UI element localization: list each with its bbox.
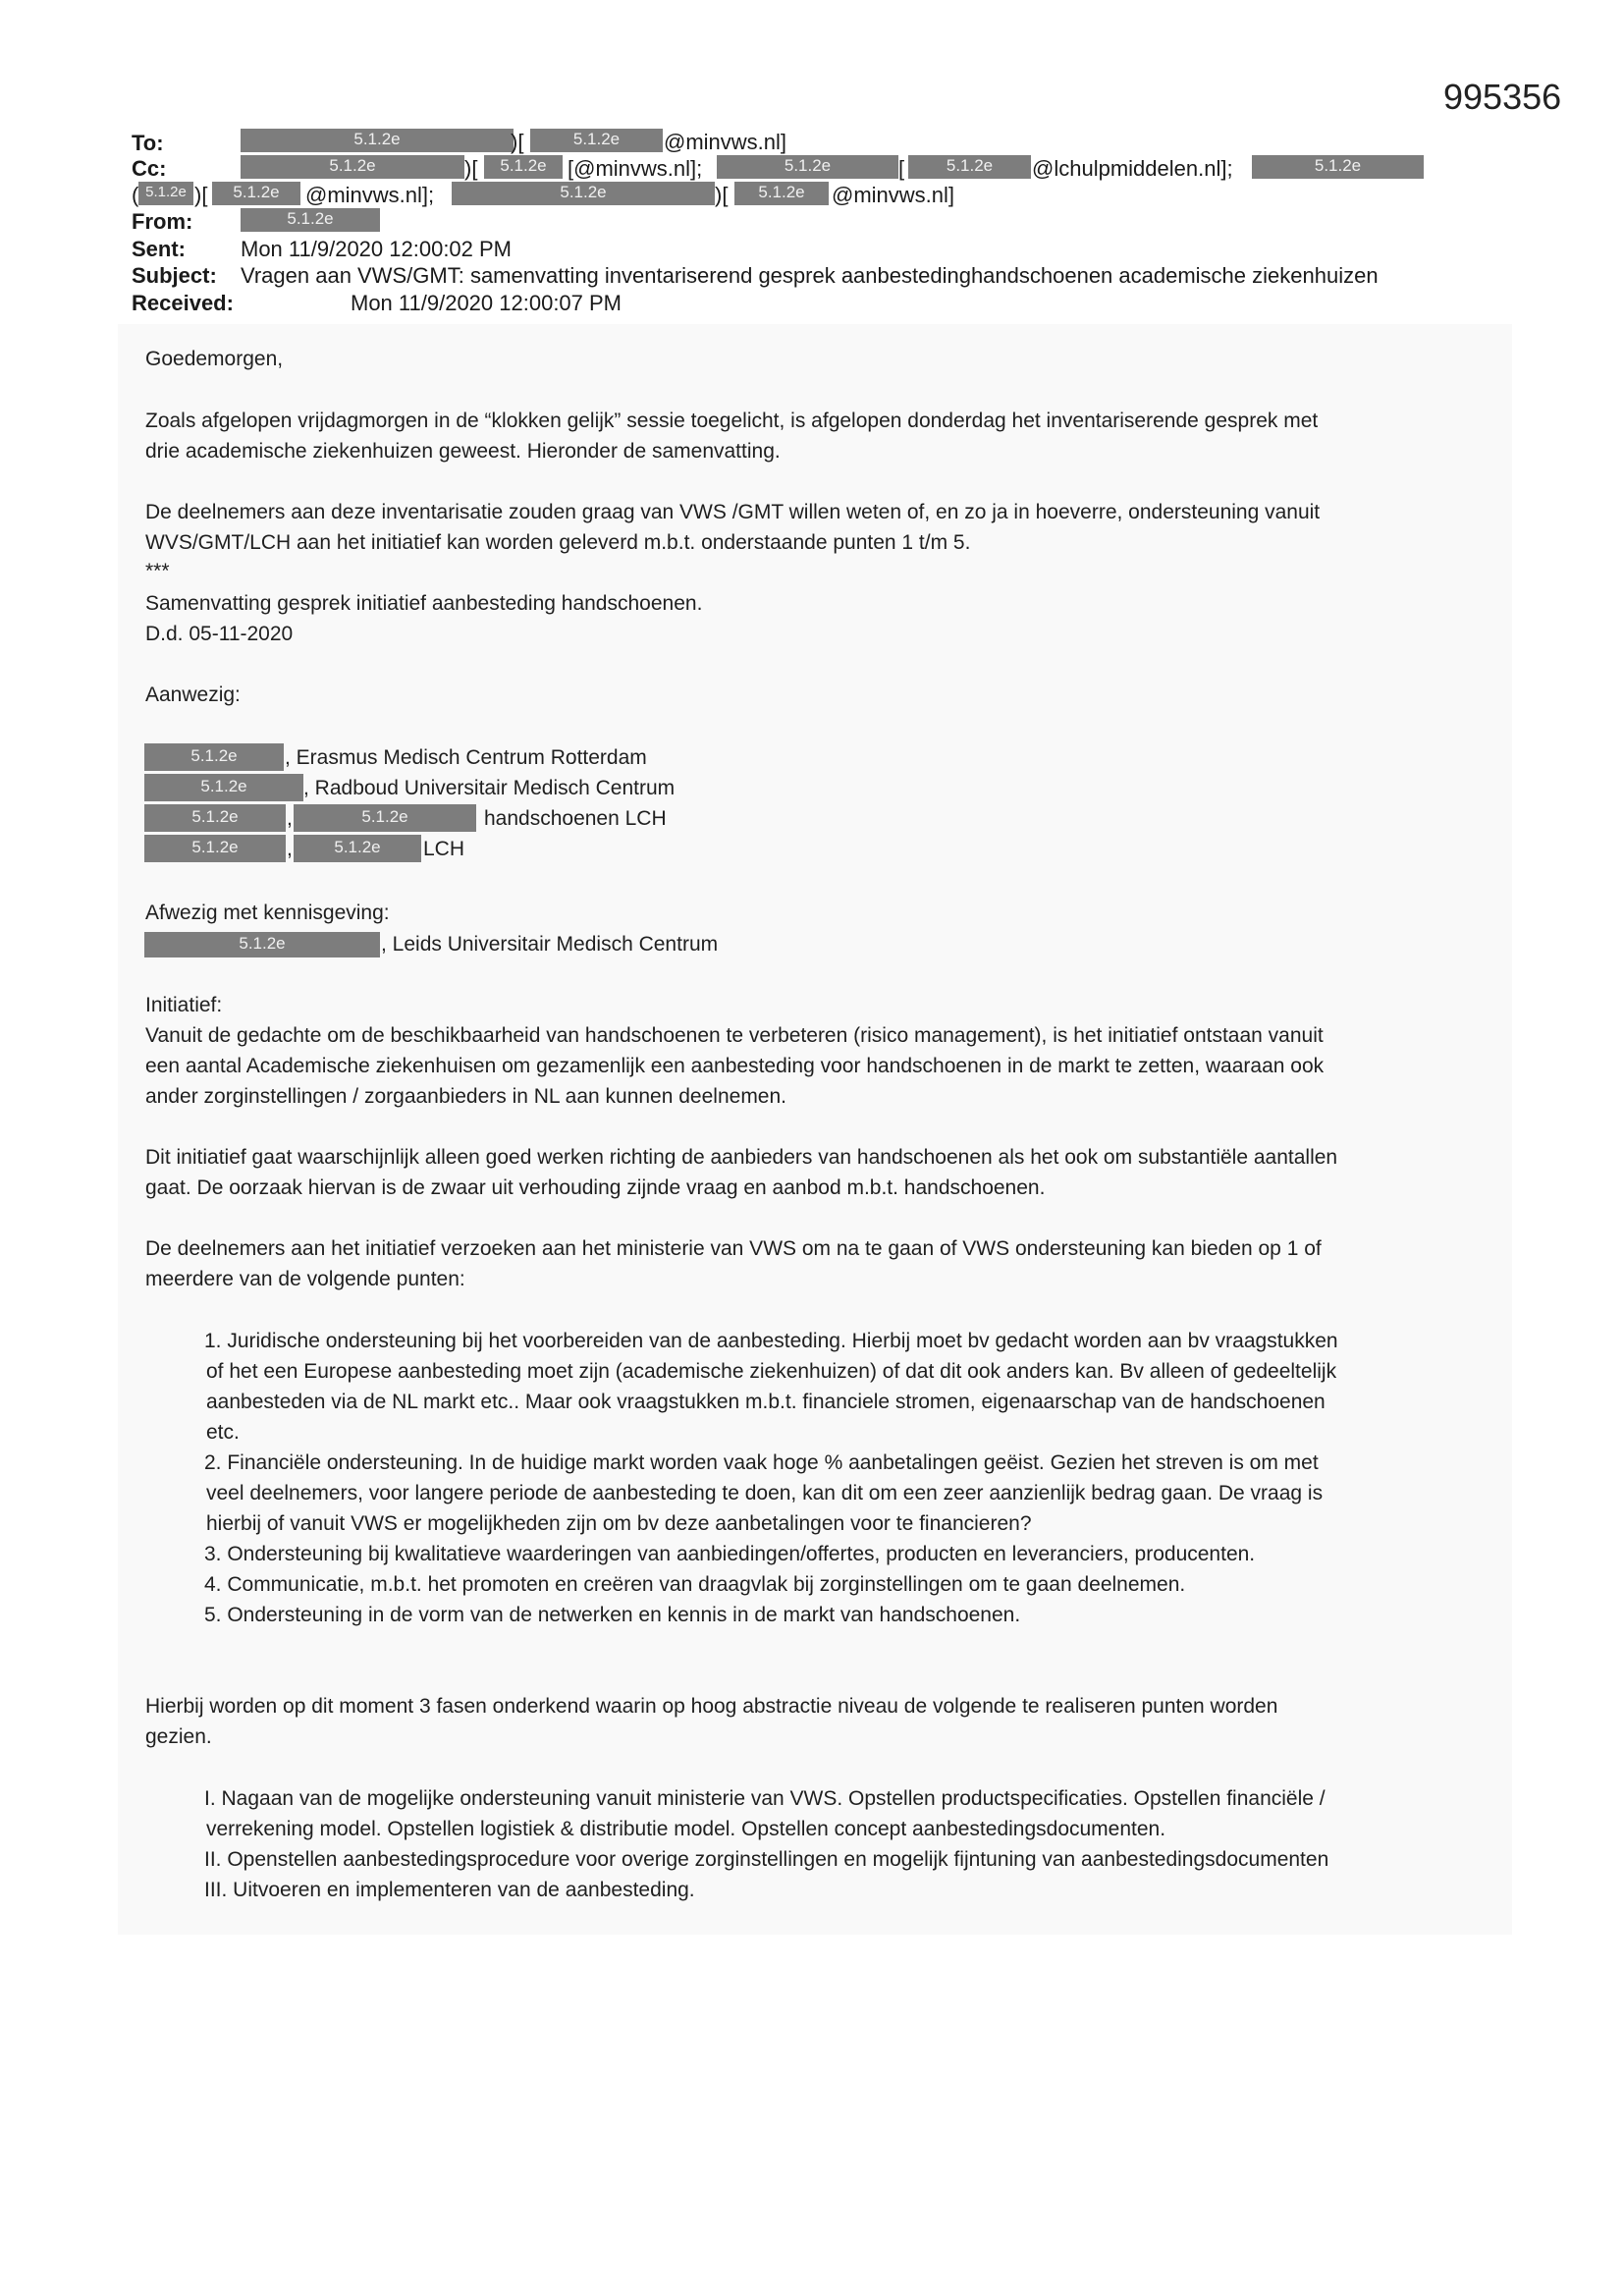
paragraph-line: De deelnemers aan het initiatief verzoeken aan het ministerie van VWS om na te gaan of VWS ondersteuning kan bieden op 1 of (145, 1237, 1322, 1260)
paragraph-line: gezien. (145, 1725, 212, 1748)
list-item: 5. Ondersteuning in de vorm van de netwerken en kennis in de markt van handschoenen. (204, 1604, 1021, 1626)
paragraph-line: meerdere van de volgende punten: (145, 1268, 465, 1290)
redaction-box: 5.1.2e (294, 804, 476, 832)
cc-domain: @lchulpmiddelen.nl]; (1032, 156, 1233, 181)
redaction-box: 5.1.2e (734, 182, 829, 205)
redaction-box: 5.1.2e (294, 835, 421, 862)
to-separator: )[ (511, 130, 524, 154)
list-item: 4. Communicatie, m.b.t. het promoten en creëren van draagvlak bij zorginstellingen om te gaan deelnemen. (204, 1573, 1186, 1596)
redaction-box: 5.1.2e (717, 155, 898, 179)
list-item: of het een Europese aanbesteding moet zijn (academische ziekenhuizen) of dat dit ook anders kan. Bv alleen of gedeeltelijk (206, 1360, 1337, 1383)
redaction-box: 5.1.2e (1252, 155, 1424, 179)
cc-separator: )[ (194, 183, 208, 207)
received-label: Received: (132, 291, 234, 315)
redaction-box: 5.1.2e (144, 932, 380, 957)
cc-label: Cc: (132, 156, 167, 181)
list-item: hierbij of vanuit VWS er mogelijkheden zijn om bv deze aanbetalingen voor te financieren? (206, 1512, 1032, 1535)
phase-item: I. Nagaan van de mogelijke ondersteuning vanuit ministerie van VWS. Opstellen productspecificaties. Opstellen financiële / (204, 1787, 1326, 1810)
absent-label: Afwezig met kennisgeving: (145, 902, 390, 924)
paragraph-line: De deelnemers aan deze inventarisatie zouden graag van VWS /GMT willen weten of, en zo ja in hoeverre, ondersteuning vanuit (145, 501, 1321, 523)
attendee-org: , Erasmus Medisch Centrum Rotterdam (285, 746, 647, 769)
paragraph-line: Dit initiatief gaat waarschijnlijk alleen goed werken richting de aanbieders van handschoenen als het ook om substantiële aantallen (145, 1146, 1338, 1169)
to-label: To: (132, 131, 164, 155)
redaction-box: 5.1.2e (530, 129, 663, 152)
redaction-box: 5.1.2e (144, 804, 286, 832)
initiative-label: Initiatief: (145, 994, 223, 1016)
attendee-separator: , (287, 807, 293, 830)
cc-separator: [ (898, 156, 905, 181)
redaction-box: 5.1.2e (452, 182, 715, 205)
list-item: veel deelnemers, voor langere periode de aanbesteding te doen, kan dit om een zeer aanzienlijk bedrag gaan. De vraag is (206, 1482, 1324, 1504)
list-item: 2. Financiële ondersteuning. In de huidige markt worden vaak hoge % aanbetalingen geëist. Gezien het streven is om met (204, 1451, 1319, 1474)
attendee-separator: , (287, 838, 293, 860)
document-number: 995356 (1443, 77, 1562, 117)
phase-item: II. Openstellen aanbestedingsprocedure voor overige zorginstellingen en mogelijk fijntuning van aanbestedingsdocumenten (204, 1848, 1329, 1871)
redaction-box: 5.1.2e (908, 155, 1031, 179)
paragraph-line: drie academische ziekenhuizen geweest. Hieronder de samenvatting. (145, 440, 781, 463)
paragraph-line: gaat. De oorzaak hiervan is de zwaar uit verhouding zijnde vraag en aanbod m.b.t. handschoenen. (145, 1176, 1046, 1199)
cc-separator: )[ (715, 183, 729, 207)
from-label: From: (132, 209, 193, 234)
attendee-org: , Radboud Universitair Medisch Centrum (303, 777, 676, 799)
paragraph-line: Zoals afgelopen vrijdagmorgen in de “klokken gelijk” sessie toegelicht, is afgelopen donderdag het inventariserende gesprek met (145, 410, 1319, 432)
separator-stars: *** (145, 560, 170, 582)
paragraph-line: Vanuit de gedachte om de beschikbaarheid van handschoenen te verbeteren (risico management), is het initiatief ontstaan vanuit (145, 1024, 1324, 1047)
cc-separator: )[ (464, 156, 478, 181)
phase-item: verrekening model. Opstellen logistiek & distributie model. Opstellen concept aanbestedingsdocumenten. (206, 1818, 1166, 1840)
greeting: Goedemorgen, (145, 348, 284, 370)
cc-separator: ( (132, 183, 139, 207)
received-value: Mon 11/9/2020 12:00:07 PM (351, 291, 623, 315)
redaction-box: 5.1.2e (144, 743, 284, 771)
list-item: 1. Juridische ondersteuning bij het voorbereiden van de aanbesteding. Hierbij moet bv gedacht worden aan bv vraagstukken (204, 1330, 1338, 1352)
paragraph-line: Hierbij worden op dit moment 3 fasen onderkend waarin op hoog abstractie niveau de volgende te realiseren punten worden (145, 1695, 1278, 1718)
sent-label: Sent: (132, 237, 186, 261)
paragraph-line: ander zorginstellingen / zorgaanbieders in NL aan kunnen deelnemen. (145, 1085, 786, 1108)
redaction-box: 5.1.2e (241, 208, 380, 232)
paragraph-line: WVS/GMT/LCH aan het initiatief kan worden geleverd m.b.t. onderstaande punten 1 t/m 5. (145, 531, 971, 554)
present-label: Aanwezig: (145, 683, 241, 706)
subject-value: Vragen aan VWS/GMT: samenvatting inventariserend gesprek aanbestedinghandschoenen academische ziekenhuizen (241, 263, 1379, 288)
subject-label: Subject: (132, 263, 217, 288)
to-domain: @minvws.nl] (664, 130, 787, 154)
cc-domain: [@minvws.nl]; (568, 156, 703, 181)
attendee-org: handschoenen LCH (484, 807, 667, 830)
redaction-box: 5.1.2e (212, 182, 300, 205)
list-item: etc. (206, 1421, 240, 1444)
attendee-org: LCH (423, 838, 465, 860)
redaction-box: 5.1.2e (138, 182, 193, 205)
summary-title: Samenvatting gesprek initiatief aanbesteding handschoenen. (145, 592, 703, 615)
paragraph-line: een aantal Academische ziekenhuisen om gezamenlijk een aanbesteding voor handschoenen in de markt te zetten, waaraan ook (145, 1055, 1325, 1077)
redaction-box: 5.1.2e (144, 835, 286, 862)
summary-date: D.d. 05-11-2020 (145, 623, 294, 645)
redaction-box: 5.1.2e (144, 774, 303, 801)
redaction-box: 5.1.2e (484, 155, 563, 179)
absentee-org: , Leids Universitair Medisch Centrum (381, 933, 719, 956)
phase-item: III. Uitvoeren en implementeren van de aanbesteding. (204, 1879, 695, 1901)
list-item: 3. Ondersteuning bij kwalitatieve waarderingen van aanbiedingen/offertes, producten en leveranciers, producenten. (204, 1543, 1256, 1565)
sent-value: Mon 11/9/2020 12:00:02 PM (241, 237, 513, 261)
cc-domain: @minvws.nl]; (305, 183, 435, 207)
redaction-box: 5.1.2e (241, 155, 464, 179)
cc-domain: @minvws.nl] (832, 183, 955, 207)
redaction-box: 5.1.2e (241, 129, 514, 152)
list-item: aanbesteden via de NL markt etc.. Maar ook vraagstukken m.b.t. financiele stromen, eigenaarschap van de handschoenen (206, 1391, 1326, 1413)
